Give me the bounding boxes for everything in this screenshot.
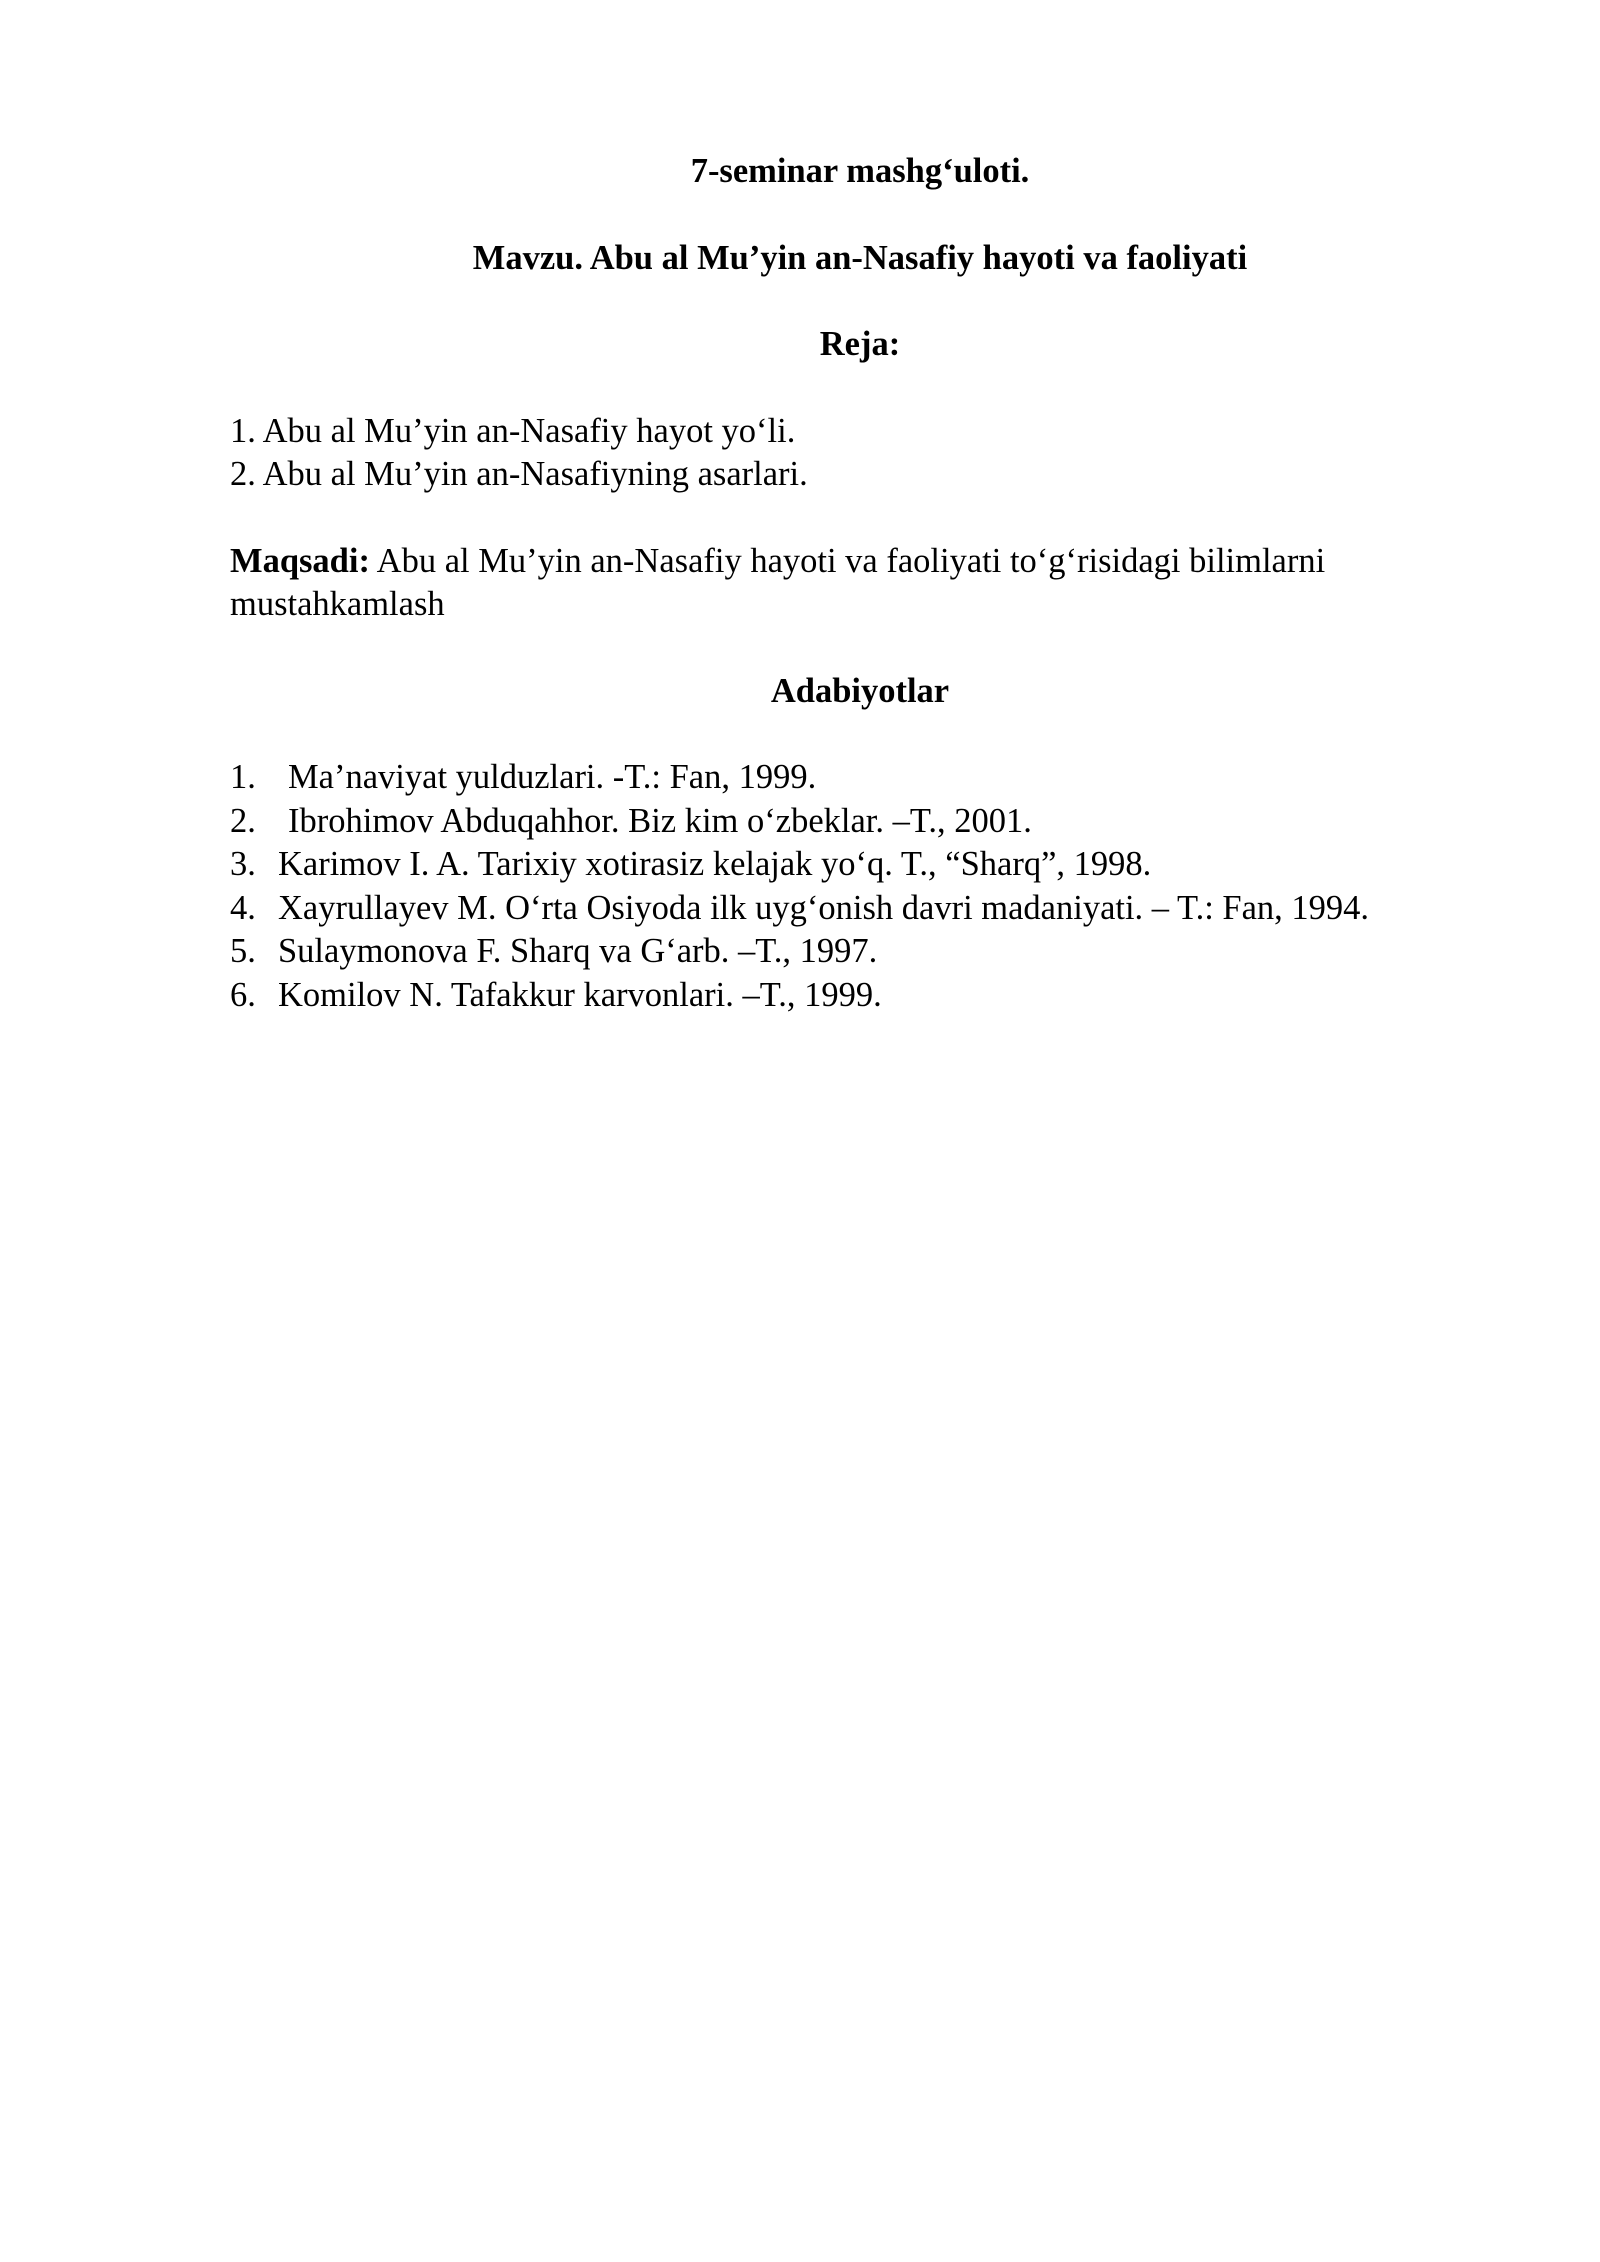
- plan-item-text: Abu al Mu’yin an-Nasafiyning asarlari.: [262, 455, 808, 493]
- literature-item: [230, 843, 1490, 887]
- literature-item: [230, 974, 1490, 1018]
- literature-item: [230, 930, 1490, 974]
- literature-item: [230, 756, 1490, 800]
- literature-item-number: 4.: [230, 888, 256, 927]
- goal-label: Maqsadi:: [230, 541, 370, 580]
- literature-item-number: 1.: [230, 758, 256, 796]
- plan-item-text: Abu al Mu’yin an-Nasafiy hayot yo‘li.: [262, 411, 796, 450]
- plan-list: [230, 410, 1490, 497]
- literature-heading: Adabiyotlar: [770, 671, 950, 710]
- literature-item-text: Komilov N. Tafakkur karvonlari. –T., 1999.: [278, 975, 882, 1014]
- goal-paragraph: [230, 540, 1490, 627]
- literature-item-text: Ibrohimov Abduqahhor. Biz kim o‘zbeklar. –T., 2001.: [288, 801, 1032, 840]
- goal-text: Abu al Mu’yin an-Nasafiy hayoti va faoliyati to‘g‘risidagi bilimlarni mustahkamlash: [230, 541, 1326, 623]
- literature-item: [230, 800, 1490, 844]
- plan-heading: Reja:: [819, 325, 901, 363]
- plan-item-number: 1.: [230, 411, 256, 450]
- literature-item-text: Sulaymonova F. Sharq va G‘arb. –T., 1997.: [278, 932, 878, 970]
- literature-item-number: 6.: [230, 975, 256, 1014]
- topic-heading: Mavzu. Abu al Mu’yin an-Nasafiy hayoti va faoliyati: [472, 238, 1248, 277]
- plan-item: [230, 410, 1490, 454]
- literature-item: [230, 887, 1490, 931]
- plan-item-number: 2.: [230, 455, 256, 493]
- document-content: [230, 150, 1490, 1017]
- literature-item-text: Ma’naviyat yulduzlari. -T.: Fan, 1999.: [288, 758, 817, 796]
- literature-item-text: Xayrullayev M. O‘rta Osiyoda ilk uyg‘onish davri madaniyati. – T.: Fan, 1994.: [278, 888, 1370, 927]
- literature-item-number: 2.: [230, 801, 256, 840]
- seminar-title: 7-seminar mashg‘uloti.: [690, 152, 1030, 190]
- plan-item: [230, 453, 1490, 497]
- literature-item-number: 3.: [230, 845, 256, 883]
- literature-item-text: Karimov I. A. Tarixiy xotirasiz kelajak yo‘q. T., “Sharq”, 1998.: [278, 845, 1152, 883]
- literature-list: [230, 756, 1490, 1017]
- literature-item-number: 5.: [230, 932, 256, 970]
